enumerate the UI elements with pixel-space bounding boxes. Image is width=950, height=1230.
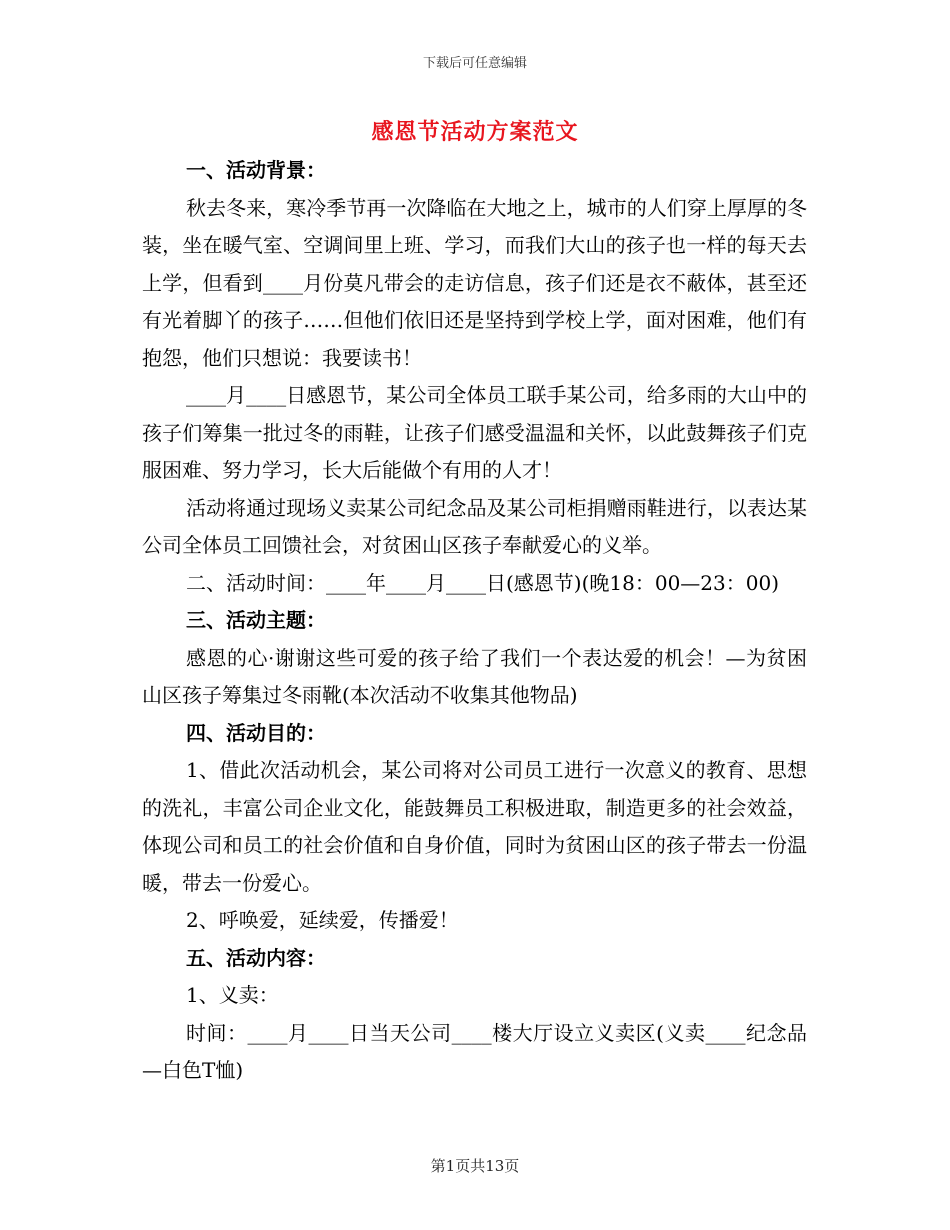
document-body — [142, 152, 807, 1090]
paragraph-purpose-1: 1、借此次活动机会，某公司将对公司员工进行一次意义的教育、思想的洗礼，丰富公司企业文化，能鼓舞员工积极进取，制造更多的社会效益，体现公司和员工的社会价值和自身价值，同时为贫困山区的孩子带去一份温暖，带去一份爱心。 — [142, 758, 807, 895]
page-footer: 第1页共13页 — [430, 1157, 520, 1175]
paragraph-purpose-2: 2、呼唤爱，延续爱，传播爱！ — [186, 908, 459, 932]
paragraph-background-3: 活动将通过现场义卖某公司纪念品及某公司柜捐赠雨鞋进行，以表达某公司全体员工回馈社会，对贫困山区孩子奉献爱心的义举。 — [142, 495, 807, 557]
content-time-line: 时间：____月____日当天公司____楼大厅设立义卖区(义卖____纪念品—白色T恤) — [142, 1020, 807, 1082]
section-heading-content: 五、活动内容： — [186, 945, 326, 970]
page-header: 下载后可任意编辑 — [422, 56, 527, 71]
paragraph-background-2: ____月____日感恩节，某公司全体员工联手某公司，给多雨的大山中的孩子们筹集一批过冬的雨鞋，让孩子们感受温温和关怀，以此鼓舞孩子们克服困难、努力学习，长大后能做个有用的人才！ — [142, 383, 807, 482]
paragraph-background-1: 秋去冬来，寒冷季节再一次降临在大地之上，城市的人们穿上厚厚的冬装，坐在暖气室、空调间里上班、学习，而我们大山的孩子也一样的每天去上学，但看到____月份莫凡带会的走访信息，孩子们还是衣不蔽体，甚至还有光着脚丫的孩子……但他们依旧还是坚持到学校上学，面对困难，他们有抱怨，他们只想说：我要读书！ — [142, 195, 807, 370]
content-item-1: 1、义卖： — [186, 983, 279, 1007]
document-title: 感恩节活动方案范文 — [371, 120, 579, 145]
paragraph-activity-time: 二、活动时间：____年____月____日(感恩节)(晚18：00—23：00) — [186, 570, 780, 595]
section-heading-theme: 三、活动主题： — [186, 608, 326, 632]
section-heading-background: 一、活动背景： — [186, 158, 326, 182]
paragraph-theme: 感恩的心·谢谢这些可爱的孩子给了我们一个表达爱的机会！—为贫困山区孩子筹集过冬雨靴(本次活动不收集其他物品) — [142, 645, 807, 707]
section-heading-purpose: 四、活动目的： — [186, 720, 326, 745]
